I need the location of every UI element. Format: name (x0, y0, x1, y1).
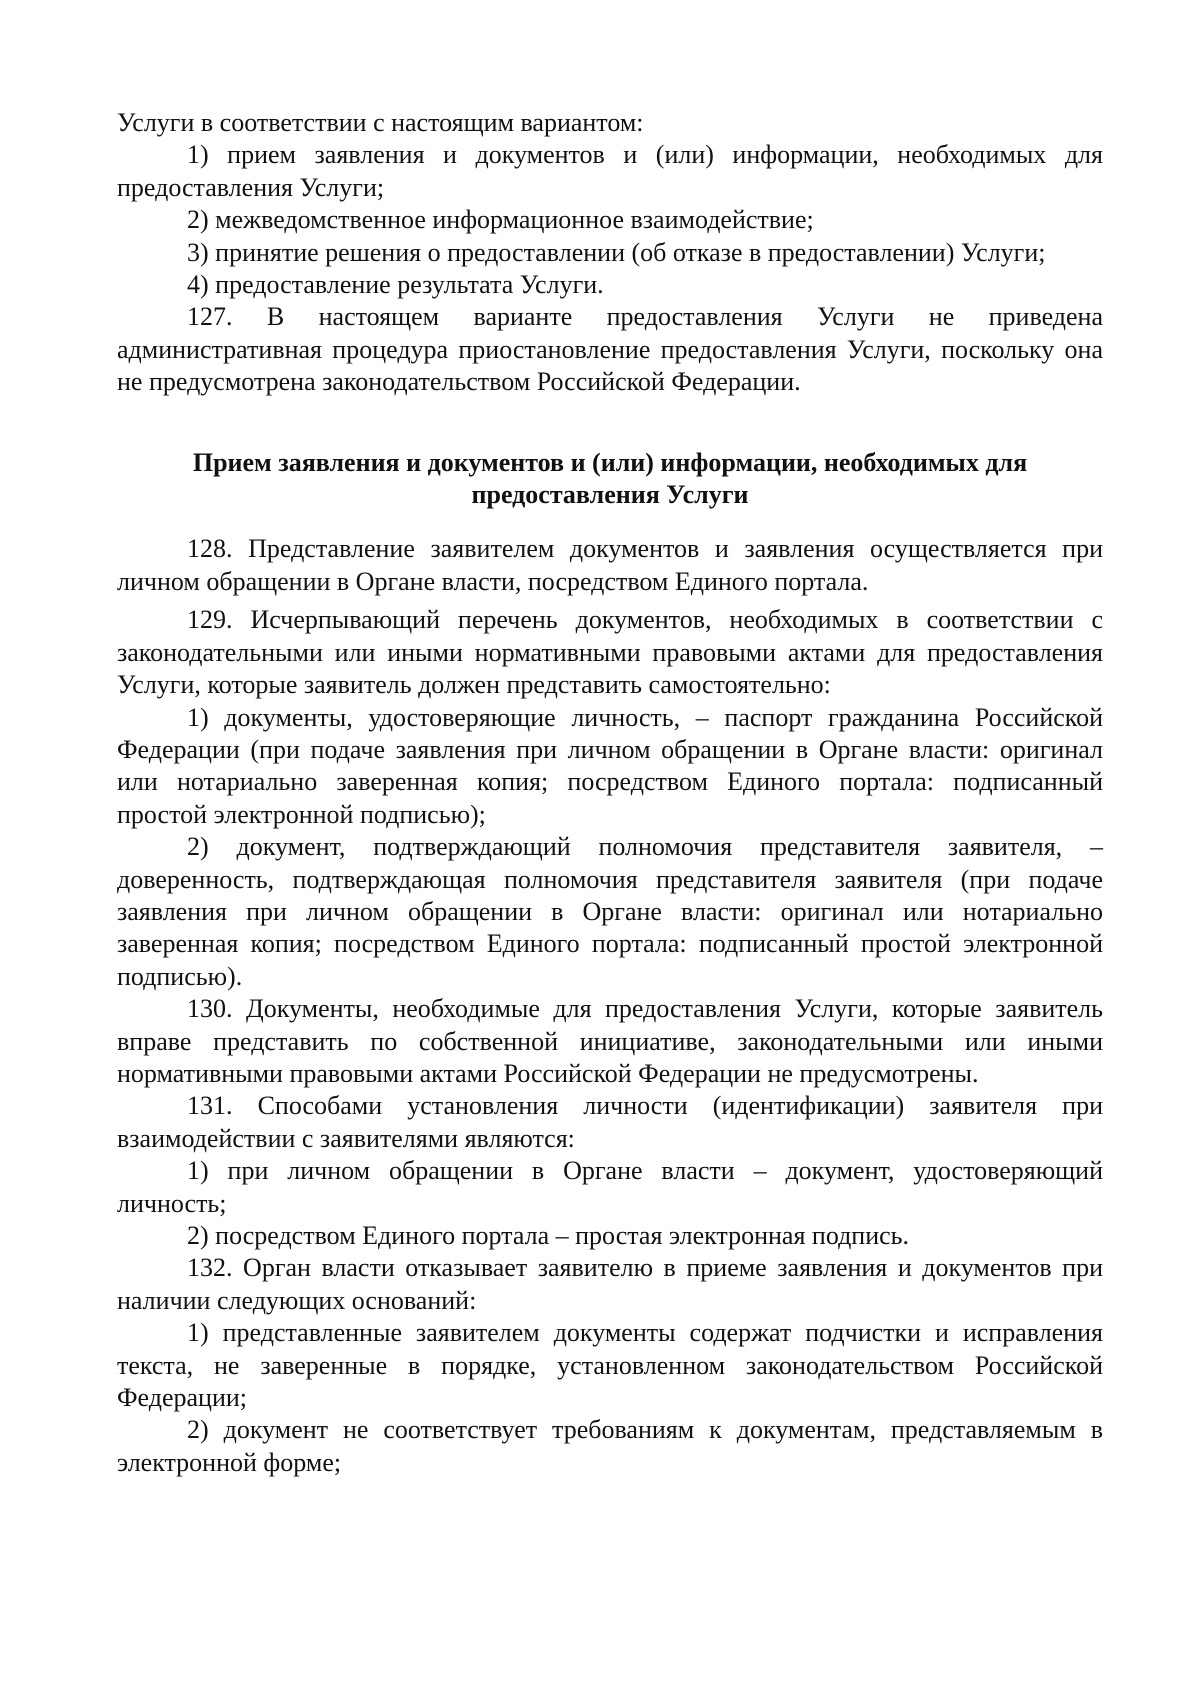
clause-131: 131. Способами установления личности (идентификации) заявителя при взаимодействии с заявителями являются: (117, 1091, 1103, 1153)
clause-132: 132. Орган власти отказывает заявителю в приеме заявления и документов при наличии следующих оснований: (117, 1253, 1103, 1315)
clause-130: 130. Документы, необходимые для предоставления Услуги, которые заявитель вправе представить по собственной инициативе, законодательными или иными нормативными правовыми актами Российской Федерации не предусмотрены. (117, 994, 1103, 1088)
paragraph-intro: Услуги в соответствии с настоящим вариантом: (117, 108, 644, 137)
clause-128: 128. Представление заявителем документов и заявления осуществляется при личном обращении в Органе власти, посредством Единого портала. (117, 534, 1103, 596)
clause-129: 129. Исчерпывающий перечень документов, необходимых в соответствии с законодательными или иными нормативными правовыми актами для предоставления Услуги, которые заявитель должен представить самостоятельно: (117, 605, 1103, 700)
list-item-2: 2) межведомственное информационное взаимодействие; (187, 205, 814, 235)
list-item-4: 4) предоставление результата Услуги. (187, 270, 604, 300)
clause-129-item-2: 2) документ, подтверждающий полномочия представителя заявителя, – доверенность, подтверждающая полномочия представителя заявителя (при подаче заявления при личном обращении в Органе власти: оригинал или нотариально заверенная копия; посредством Единого портала: подписанный простой электронной подписью). (117, 832, 1103, 991)
clause-132-item-1: 1) представленные заявителем документы содержат подчистки и исправления текста, не заверенные в порядке, установленном законодательством Российской Федерации; (117, 1318, 1103, 1413)
section-heading: Прием заявления и документов и (или) информации, необходимых для предоставления Услуги (192, 447, 1028, 510)
list-item-1: 1) прием заявления и документов и (или) информации, необходимых для предоставления Услуги; (117, 140, 1103, 202)
clause-127: 127. В настоящем варианте предоставления Услуги не приведена административная процедура приостановление предоставления Услуги, поскольку она не предусмотрена законодательством Российской Федерации. (117, 302, 1103, 397)
clause-131-item-2: 2) посредством Единого портала – простая электронная подпись. (187, 1221, 910, 1250)
clause-129-item-1: 1) документы, удостоверяющие личность, – паспорт гражданина Российской Федерации (при подаче заявления при личном обращении в Органе власти: оригинал или нотариально заверенная копия; посредством Единого портала: подписанный простой электронной подписью); (117, 702, 1103, 829)
document-page (117, 107, 1103, 1479)
clause-132-item-2: 2) документ не соответствует требованиям к документам, представляемым в электронной форме; (117, 1415, 1103, 1477)
list-item-3: 3) принятие решения о предоставлении (об отказе в предоставлении) Услуги; (187, 237, 1046, 267)
clause-131-item-1: 1) при личном обращении в Органе власти – документ, удостоверяющий личность; (117, 1156, 1103, 1218)
